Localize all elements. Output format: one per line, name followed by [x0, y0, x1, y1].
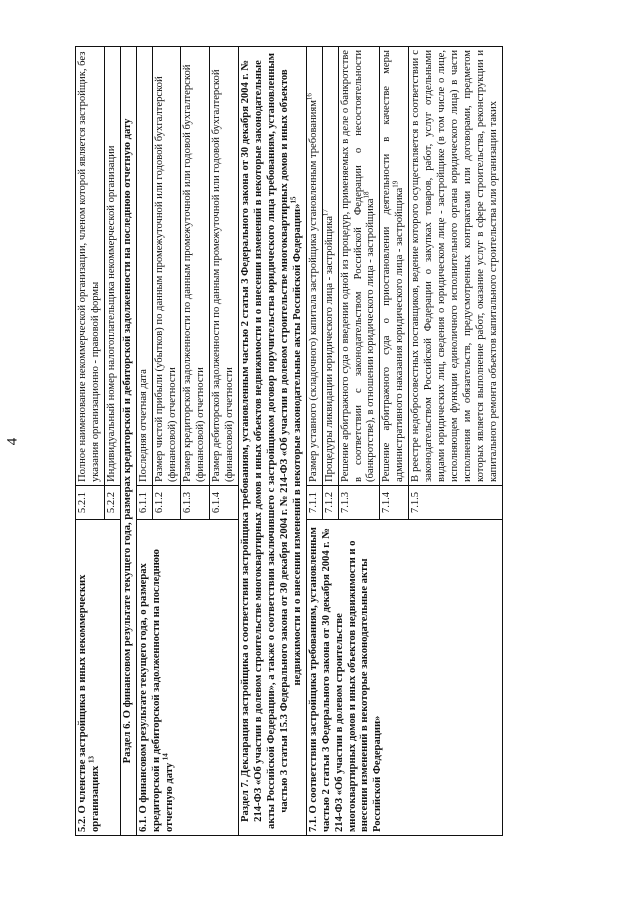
table-row — [136, 47, 152, 836]
row-text: Полное наименование некоммерческой организации, членом которой является застройщик, без указания организационно - правовой формы — [76, 47, 105, 486]
row-text: Процедуры ликвидации юридического лица - застройщика$^{17}$ — [322, 47, 338, 486]
table-row — [306, 47, 322, 836]
page-number: 4 — [4, 437, 21, 446]
row-number: 7.1.3 — [338, 486, 380, 520]
row-number: 6.1.3 — [181, 486, 210, 520]
row-number: 5.2.1 — [76, 486, 105, 520]
rotated-page-content — [75, 46, 605, 836]
row-number: 7.1.5 — [409, 486, 502, 520]
row-number: 5.2.2 — [104, 486, 120, 520]
table-row — [76, 47, 105, 836]
row-number: 7.1.1 — [306, 486, 322, 520]
row-text: Размер чистой прибыли (убытков) по данным промежуточной или годовой бухгалтерской (финансовой) отчетности — [152, 47, 181, 486]
section-6-title: Раздел 6. О финансовом результате текущего года, размерах кредиторской и дебиторской задолженности на последнюю отчетную дату — [120, 47, 136, 836]
section-row — [120, 47, 136, 836]
row-text: Решение арбитражного суда о введении одной из процедур, применяемых в деле о банкротстве в соответствии с законодательством Российской Федерации о несостоятельности (банкротстве), в отношении юридического лица - застройщика$^{18}$ — [338, 47, 380, 486]
section-5-2-heading: 5.2. О членстве застройщика в иных некоммерческих организациях $^{13}$ — [76, 520, 121, 836]
row-number: 7.1.2 — [322, 486, 338, 520]
row-number: 6.1.2 — [152, 486, 181, 520]
row-text: Решение арбитражного суда о приостановлении деятельности в качестве меры административного наказания юридического лица - застройщика$^{19}$ — [380, 47, 409, 486]
row-text: Последняя отчетная дата — [136, 47, 152, 486]
section-7-1-heading: 7.1. О соответствии застройщика требованиям, установленным частью 2 статьи 3 Федерального закона от 30 декабря 2004 г. № 214-ФЗ «Об участии в долевом строительстве многоквартирных домов и иных объектов недвижимости и о внесении изменений в некоторые законодательные акты Российской Федерации» — [306, 520, 502, 836]
row-text: Размер уставного (складочного) капитала застройщика установленным требованиям$^{16}$ — [306, 47, 322, 486]
row-number: 7.1.4 — [380, 486, 409, 520]
section-6-1-heading: 6.1. О финансовом результате текущего года, о размерах кредиторской и дебиторской задолженности на последнюю отчетную дату $^{14}$ — [136, 520, 238, 836]
row-number: 6.1.4 — [210, 486, 239, 520]
row-text: Индивидуальный номер налогоплательщика некоммерческой организации — [104, 47, 120, 486]
row-text: Размер кредиторской задолженности по данным промежуточной или годовой бухгалтерской (финансовой) отчетности — [181, 47, 210, 486]
section-7-title: Раздел 7. Декларация застройщика о соответствии застройщика требованиям, установленным частью 2 статьи 3 Федерального закона от 30 декабря 2004 г. № 214-ФЗ «Об участии в долевом строительстве многоквартирных домов и иных объектов недвижимости и о внесении изменений в некоторые законодательные акты Российской Федерации», а также о соответствии заключившего с застройщиком договор поручительства юридического лица требованиям, установленным частью 3 статьи 15.3 Федерального закона от 30 декабря 2004 г. № 214-ФЗ «Об участии в долевом строительстве многоквартирных домов и иных объектов недвижимости и о внесении изменений в некоторые законодательные акты Российской Федерации»$^{15}$ — [239, 47, 307, 836]
row-number: 6.1.1 — [136, 486, 152, 520]
row-text: В реестре недобросовестных поставщиков, ведение которого осуществляется в соответствии с законодательством Российской Федерации о закупках товаров, работ, услуг отдельными видами юридических лиц, сведения о юридическом лице - застройщике (в том числе о лице, исполняющем функции единоличного исполнительного органа юридического лица) в части исполнения им обязательств, предусмотренных контрактами или договорами, предметом которых является выполнение работ, оказание услуг в сфере строительства, реконструкции и капитального ремонта объектов капитального строительства или организации таких — [409, 47, 502, 486]
row-text: Размер дебиторской задолженности по данным промежуточной или годовой бухгалтерской (финансовой) отчетности — [210, 47, 239, 486]
section-row — [239, 47, 307, 836]
declaration-table — [75, 46, 503, 836]
